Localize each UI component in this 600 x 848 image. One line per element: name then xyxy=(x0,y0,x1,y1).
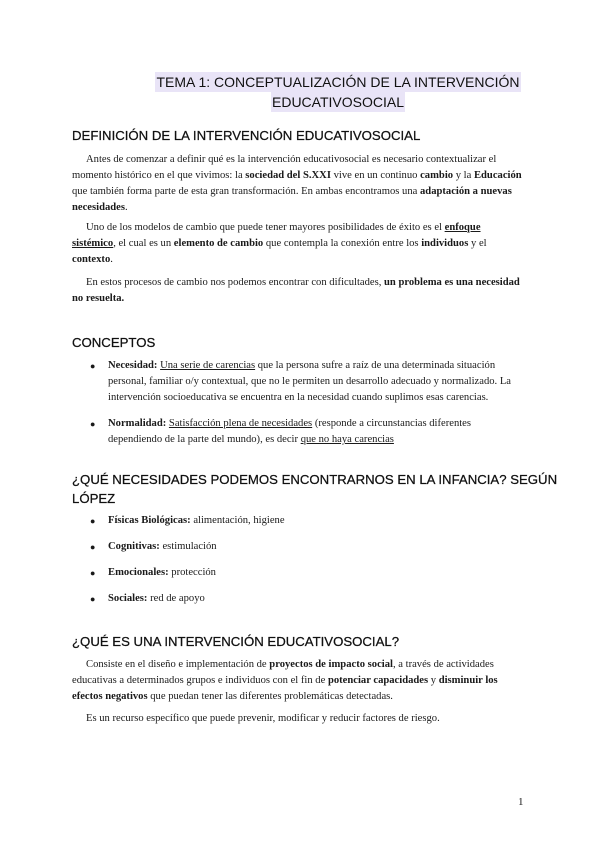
bullet-icon: ● xyxy=(90,568,96,578)
bullet-icon: ● xyxy=(90,419,96,429)
bullet-icon: ● xyxy=(90,361,96,371)
paragraph-recurso: Es un recurso específico que puede prevenir, modificar y reducir factores de riesgo. xyxy=(86,713,440,724)
title-line-2: EDUCATIVOSOCIAL xyxy=(272,94,404,110)
section-heading-necesidades-infancia: ¿QUÉ NECESIDADES PODEMOS ENCONTRARNOS EN LA INFANCIA? SEGÚN LÓPEZ xyxy=(72,472,558,506)
list-item-cognitivas: ● Cognitivas: estimulación xyxy=(90,539,522,555)
section-heading-conceptos: CONCEPTOS xyxy=(72,335,156,350)
list-item-fisicas: ● Físicas Biológicas: alimentación, higiene xyxy=(90,513,522,529)
concepts-list xyxy=(90,358,522,448)
paragraph-definicion-intervencion: Consiste en el diseño e implementación de proyectos de impacto social, a través de actividades educativas a determinados grupos e individuos con el fin de potenciar capacidades y disminuir los efectos negativos que puedan tener las diferentes problemáticas detectadas. xyxy=(72,659,498,702)
list-item-emocionales: ● Emocionales: protección xyxy=(90,565,522,581)
paragraph-enfoque-sistemico: Uno de los modelos de cambio que puede tener mayores posibilidades de éxito es el enfoque sistémico, el cual es un elemento de cambio que contempla la conexión entre los individuos y el contexto. xyxy=(72,222,487,265)
needs-list xyxy=(90,513,522,607)
list-item-necesidad: ● Necesidad: Una serie de carencias que la persona sufre a raíz de una determinada situación personal, familiar o/y contextual, que no le permiten un desarrollo adecuado y normalizado. La intervención socioeducativa se encuentra en la necesidad cuando suplimos esas carencias. xyxy=(90,360,512,403)
bullet-icon: ● xyxy=(90,542,96,552)
section-heading-que-es: ¿QUÉ ES UNA INTERVENCIÓN EDUCATIVOSOCIAL? xyxy=(72,634,400,649)
document-title xyxy=(148,72,528,112)
list-item-sociales: ● Sociales: red de apoyo xyxy=(90,591,522,607)
section-heading-definicion: DEFINICIÓN DE LA INTERVENCIÓN EDUCATIVOSOCIAL xyxy=(72,128,421,143)
page-number: 1 xyxy=(518,796,524,808)
paragraph-dificultades: En estos procesos de cambio nos podemos encontrar con dificultades, un problema es una necesidad no resuelta. xyxy=(72,277,520,304)
bullet-icon: ● xyxy=(90,516,96,526)
bullet-icon: ● xyxy=(90,594,96,604)
list-item-normalidad: ● Normalidad: Satisfacción plena de necesidades (responde a circunstancias diferentes dependiendo de la parte del mundo), es decir que no haya carencias xyxy=(90,418,472,445)
title-line-1: TEMA 1: CONCEPTUALIZACIÓN DE LA INTERVENCIÓN xyxy=(156,74,520,90)
paragraph-contexto: Antes de comenzar a definir qué es la intervención educativosocial es necesario contextualizar el momento histórico en el que vivimos: la sociedad del S.XXI vive en un continuo cambio y la Educación que también forma parte de esta gran transformación. En ambas encontramos una adaptación a nuevas necesidades. xyxy=(72,154,522,213)
